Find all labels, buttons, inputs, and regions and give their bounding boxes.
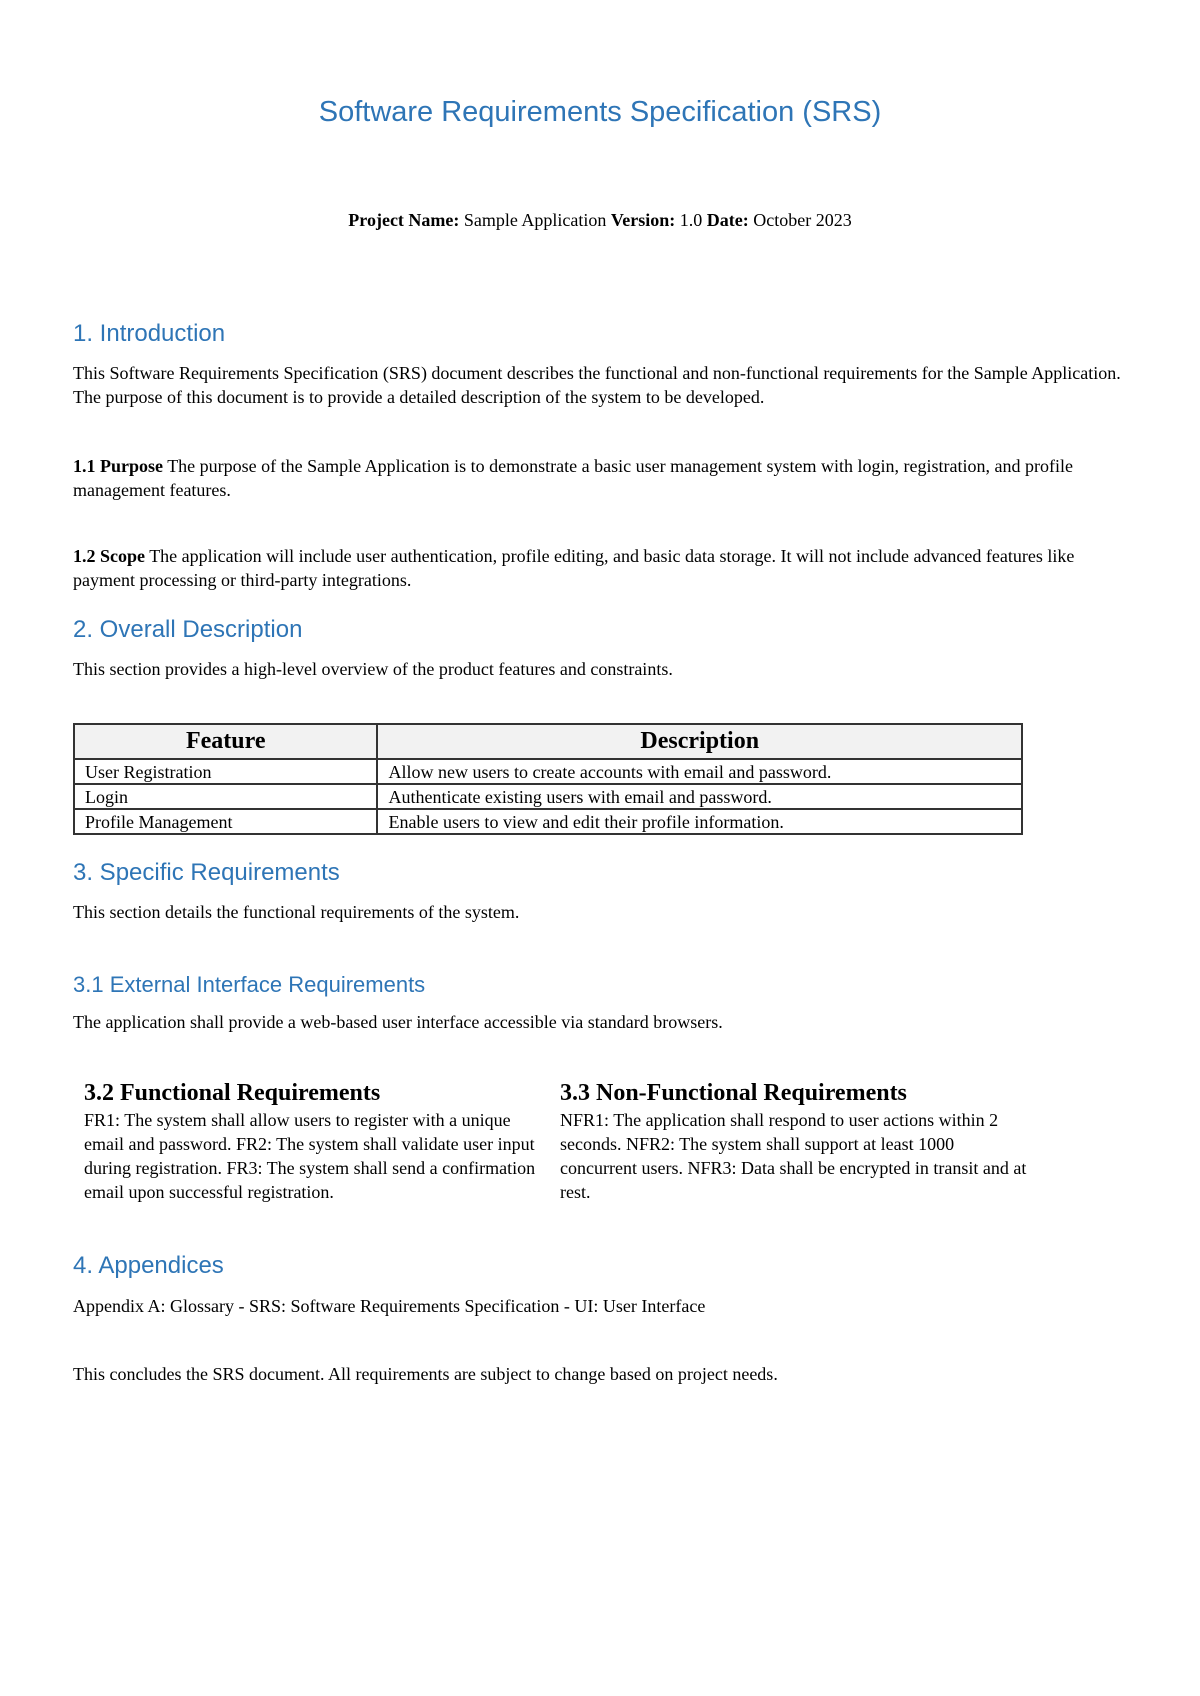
document-title: Software Requirements Specification (SRS)	[318, 96, 882, 128]
table-header-row	[74, 724, 1022, 759]
version-label: Version:	[610, 210, 676, 230]
overall-description-heading: 2. Overall Description	[73, 616, 303, 643]
appendices-text: Appendix A: Glossary - SRS: Software Requirements Specification - UI: User Interface	[73, 1296, 706, 1316]
table-row	[74, 759, 1022, 784]
table-cell-description: Authenticate existing users with email and password.	[377, 784, 1022, 809]
date-label: Date:	[706, 210, 749, 230]
overall-description-text: This section provides a high-level overview of the product features and constraints.	[73, 659, 673, 679]
project-label: Project Name:	[348, 210, 460, 230]
purpose-paragraph	[73, 454, 1123, 502]
table-cell-feature: Profile Management	[74, 809, 377, 834]
table-header-description: Description	[377, 724, 1022, 759]
purpose-label: 1.1 Purpose	[73, 456, 163, 476]
scope-paragraph	[73, 544, 1123, 592]
table-cell-feature: Login	[74, 784, 377, 809]
closing-text: This concludes the SRS document. All requirements are subject to change based on project needs.	[73, 1364, 778, 1384]
functional-requirements-column	[84, 1078, 554, 1204]
introduction-text: This Software Requirements Specification (SRS) document describes the functional and non-functional requirements for the Sample Application. The purpose of this document is to provide a detailed description of the system to be developed.	[73, 363, 1121, 407]
features-table	[73, 723, 1023, 835]
table-row	[74, 784, 1022, 809]
table-cell-description: Allow new users to create accounts with email and password.	[377, 759, 1022, 784]
table-cell-description: Enable users to view and edit their profile information.	[377, 809, 1022, 834]
table-cell-feature: User Registration	[74, 759, 377, 784]
nonfunctional-requirements-column	[560, 1078, 1030, 1204]
table-row	[74, 809, 1022, 834]
version-value: 1.0	[679, 210, 703, 230]
external-interface-text: The application shall provide a web-based user interface accessible via standard browsers.	[73, 1012, 723, 1032]
specific-requirements-text: This section details the functional requirements of the system.	[73, 902, 520, 922]
nonfunctional-requirements-heading: 3.3 Non-Functional Requirements	[560, 1080, 907, 1106]
introduction-heading: 1. Introduction	[73, 320, 226, 347]
scope-label: 1.2 Scope	[73, 546, 145, 566]
project-value: Sample Application	[463, 210, 607, 230]
nonfunctional-requirements-text: NFR1: The application shall respond to user actions within 2 seconds. NFR2: The system shall support at least 1000 concurrent users. NFR3: Data shall be encrypted in transit and at rest.	[560, 1110, 1027, 1202]
external-interface-heading: 3.1 External Interface Requirements	[73, 972, 426, 997]
functional-requirements-heading: 3.2 Functional Requirements	[84, 1080, 381, 1106]
functional-requirements-text: FR1: The system shall allow users to register with a unique email and password. FR2: The system shall validate user input during registration. FR3: The system shall send a confirmation email upon successful registration.	[84, 1110, 536, 1202]
table-header-feature: Feature	[74, 724, 377, 759]
appendices-heading: 4. Appendices	[73, 1252, 224, 1279]
specific-requirements-heading: 3. Specific Requirements	[73, 859, 340, 886]
scope-text: The application will include user authentication, profile editing, and basic data storage. It will not include advanced features like payment processing or third-party integrations.	[73, 546, 1075, 590]
document-meta	[0, 210, 1200, 231]
date-value: October 2023	[753, 210, 852, 230]
purpose-text: The purpose of the Sample Application is to demonstrate a basic user management system with login, registration, and profile management features.	[73, 456, 1073, 500]
